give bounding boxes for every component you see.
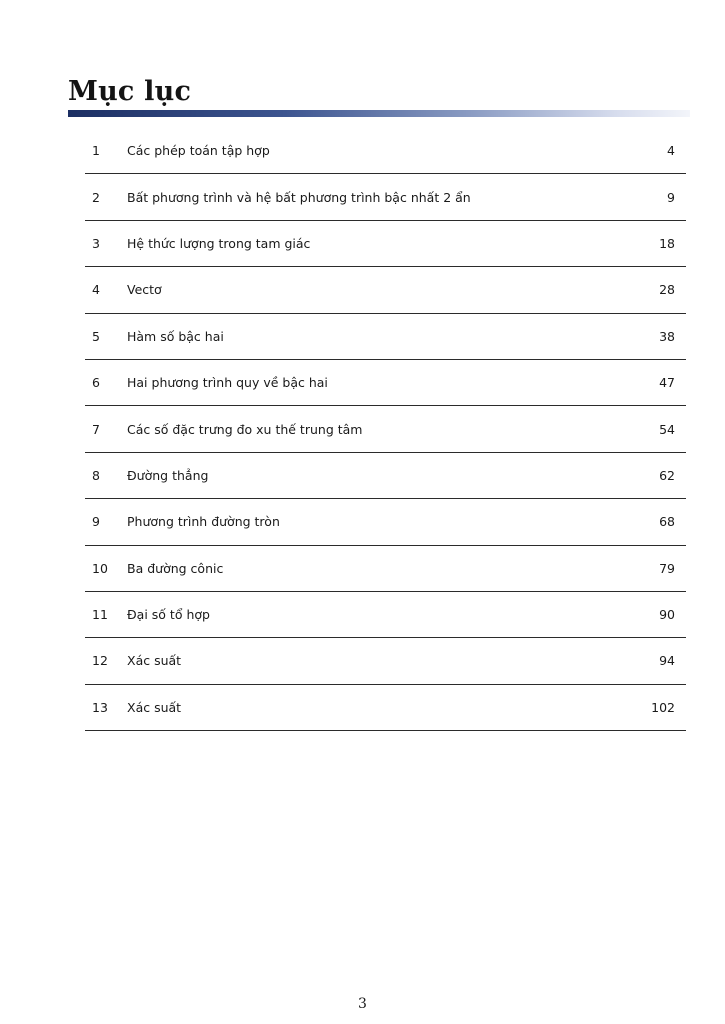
toc-entry-10[interactable] <box>85 546 686 592</box>
chapter-page: 47 <box>659 375 675 391</box>
chapter-page: 68 <box>659 514 675 530</box>
chapter-title: Phương trình đường tròn <box>127 514 280 530</box>
chapter-number: 11 <box>92 607 108 623</box>
chapter-number: 12 <box>92 653 108 669</box>
page-number: 3 <box>358 996 367 1012</box>
chapter-page: 54 <box>659 421 675 437</box>
chapter-title: Hệ thức lượng trong tam giác <box>127 235 311 251</box>
toc-entry-13[interactable] <box>85 685 686 731</box>
chapter-number: 2 <box>92 189 100 205</box>
table-of-contents <box>85 128 686 731</box>
toc-entry-1[interactable] <box>85 128 686 174</box>
chapter-number: 9 <box>92 514 100 530</box>
chapter-page: 79 <box>659 560 675 576</box>
page-title: Mục lục <box>68 76 192 107</box>
chapter-title: Các phép toán tập hợp <box>127 143 270 159</box>
chapter-page: 94 <box>659 653 675 669</box>
chapter-title: Xác suất <box>127 699 182 715</box>
chapter-number: 7 <box>92 421 100 437</box>
chapter-title: Hai phương trình quy về bậc hai <box>127 375 328 391</box>
chapter-page: 4 <box>667 143 675 159</box>
chapter-title: Xác suất <box>127 653 182 669</box>
chapter-title: Ba đường cônic <box>127 560 224 576</box>
chapter-number: 6 <box>92 375 100 391</box>
toc-entry-3[interactable] <box>85 221 686 267</box>
chapter-number: 13 <box>92 699 108 715</box>
chapter-page: 102 <box>651 699 675 715</box>
chapter-title: Vectơ <box>127 282 162 298</box>
chapter-title: Đại số tổ hợp <box>127 607 210 623</box>
chapter-number: 5 <box>92 328 100 344</box>
toc-entry-12[interactable] <box>85 638 686 684</box>
chapter-page: 38 <box>659 328 675 344</box>
toc-entry-4[interactable] <box>85 267 686 313</box>
chapter-page: 9 <box>667 189 675 205</box>
chapter-title: Bất phương trình và hệ bất phương trình bậc nhất 2 ẩn <box>127 189 471 205</box>
toc-entry-9[interactable] <box>85 499 686 545</box>
toc-entry-6[interactable] <box>85 360 686 406</box>
chapter-number: 3 <box>92 235 100 251</box>
chapter-title: Hàm số bậc hai <box>127 328 224 344</box>
chapter-number: 1 <box>92 143 100 159</box>
chapter-number: 4 <box>92 282 100 298</box>
chapter-number: 10 <box>92 560 108 576</box>
chapter-page: 62 <box>659 467 675 483</box>
toc-entry-8[interactable] <box>85 453 686 499</box>
chapter-title: Các số đặc trưng đo xu thế trung tâm <box>127 421 363 437</box>
toc-entry-7[interactable] <box>85 406 686 452</box>
title-underline <box>68 110 690 117</box>
toc-entry-11[interactable] <box>85 592 686 638</box>
chapter-page: 28 <box>659 282 675 298</box>
chapter-number: 8 <box>92 467 100 483</box>
chapter-title: Đường thẳng <box>127 467 209 483</box>
chapter-page: 90 <box>659 607 675 623</box>
toc-entry-5[interactable] <box>85 314 686 360</box>
chapter-page: 18 <box>659 235 675 251</box>
toc-entry-2[interactable] <box>85 174 686 220</box>
